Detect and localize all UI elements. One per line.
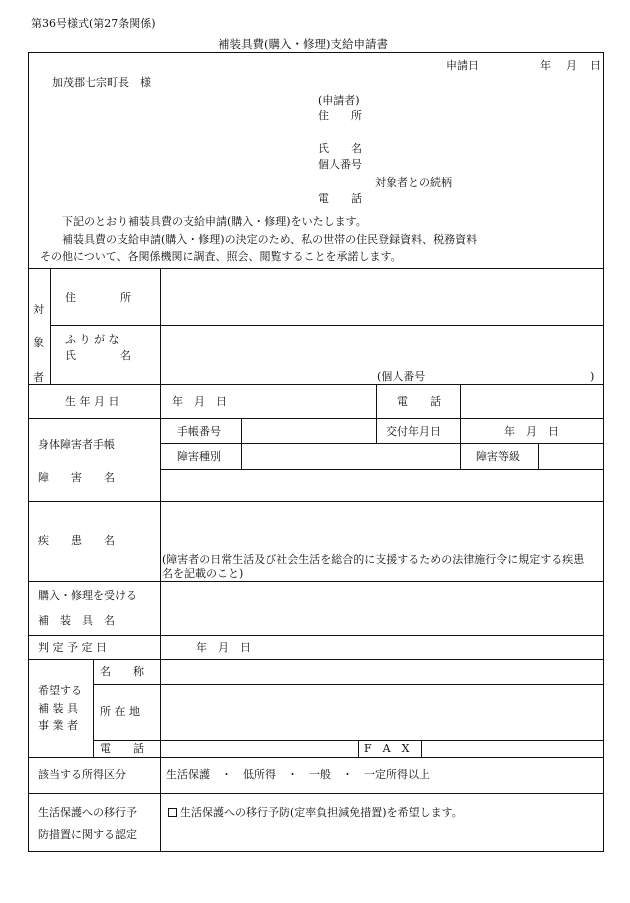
statement-line-1: 下記のとおり補装具費の支給申請(購入・修理)をいたします。 (62, 215, 367, 228)
date-day-label: 日 (590, 59, 601, 72)
vendor-name-label: 名 称 (100, 665, 144, 678)
subject-label-3: 者 (33, 371, 44, 384)
divider (376, 384, 377, 418)
divider (28, 635, 604, 636)
applicant-address-label: 住 所 (318, 109, 362, 122)
handbook-label: 身体障害者手帳 (38, 438, 115, 451)
applicant-name-label: 氏 名 (318, 142, 362, 155)
vendor-label-3: 事 業 者 (38, 719, 78, 732)
issue-date-value: 年 月 日 (504, 425, 559, 438)
furigana-label: ふ り が な (65, 333, 120, 346)
date-month-label: 月 (566, 59, 577, 72)
divider (241, 418, 242, 469)
divider (421, 740, 422, 757)
divider (538, 443, 539, 469)
income-category-options[interactable]: 生活保護 ・ 低所得 ・ 一般 ・ 一定所得以上 (166, 768, 430, 781)
disability-name-label: 障 害 名 (38, 471, 115, 484)
vendor-phone-label: 電 話 (100, 742, 144, 755)
birth-date-label: 生 年 月 日 (65, 395, 120, 408)
transition-label-2: 防措置に関する認定 (38, 828, 137, 841)
divider (460, 443, 461, 469)
divider (93, 684, 604, 685)
divider (28, 268, 604, 269)
disability-type-label: 障害種別 (177, 450, 221, 463)
form-title: 補装具費(購入・修理)支給申請書 (218, 37, 388, 51)
handbook-number-label: 手帳番号 (177, 425, 221, 438)
divider (28, 581, 604, 582)
subject-label-2: 象 (33, 336, 44, 349)
divider (28, 501, 604, 502)
disease-note-1: (障害者の日常生活及び社会生活を総合的に支援するための法律施行令に規定する疾患 (162, 553, 585, 566)
applicant-phone-label: 電 話 (318, 192, 362, 205)
divider (460, 418, 461, 443)
vendor-label-1: 希望する (38, 684, 82, 697)
divider (28, 793, 604, 794)
form-number: 第36号様式(第27条関係) (31, 17, 156, 30)
date-year-label: 年 (540, 59, 551, 72)
application-date-label: 申請日 (446, 59, 479, 72)
subject-label-1: 対 (33, 303, 44, 316)
divider (358, 740, 359, 757)
personal-number-label: (個人番号 (377, 370, 426, 383)
relationship-label: 対象者との続柄 (375, 176, 452, 189)
divider (50, 325, 604, 326)
applicant-id-label: 個人番号 (318, 158, 362, 171)
statement-line-2: 補装具費の支給申請(購入・修理)の決定のため、私の世帯の住民登録資料、税務資料 (62, 233, 478, 246)
checkbox[interactable] (168, 808, 177, 817)
subject-phone-label: 電 話 (397, 395, 441, 408)
divider (28, 757, 604, 758)
divider (93, 740, 604, 741)
disease-note-2: 名を記載のこと) (162, 567, 244, 580)
device-label-2: 補 装 具 名 (38, 614, 115, 627)
divider (28, 418, 604, 419)
transition-label-1: 生活保護への移行予 (38, 806, 137, 819)
statement-line-3: その他について、各関係機関に調査、照会、閲覧することを承諾します。 (40, 250, 402, 263)
judgment-date-label: 判 定 予 定 日 (38, 641, 107, 654)
vendor-location-label: 所 在 地 (100, 705, 140, 718)
subject-name-label: 氏 名 (65, 349, 131, 362)
divider (376, 418, 377, 443)
transition-option-text: 生活保護への移行予防(定率負担減免措置)を希望します。 (180, 806, 463, 819)
divider (93, 659, 94, 757)
divider (160, 469, 604, 470)
disability-grade-label: 障害等級 (476, 450, 520, 463)
disease-name-label: 疾 患 名 (38, 534, 115, 547)
judgment-date-value: 年 月 日 (196, 641, 251, 654)
transition-option[interactable] (168, 807, 463, 818)
applicant-heading: (申請者) (318, 94, 360, 107)
divider (50, 268, 51, 384)
income-category-label: 該当する所得区分 (38, 768, 126, 781)
addressee: 加茂郡七宗町長 様 (52, 76, 151, 89)
subject-address-label: 住 所 (65, 291, 131, 304)
issue-date-label: 交付年月日 (386, 425, 441, 438)
divider (460, 384, 461, 418)
divider (160, 268, 161, 852)
divider (28, 384, 604, 385)
divider (28, 659, 604, 660)
vendor-label-2: 補 装 具 (38, 702, 78, 715)
personal-number-close: ) (590, 370, 595, 383)
vendor-fax-label: F A X (364, 742, 410, 755)
device-label-1: 購入・修理を受ける (38, 589, 137, 602)
birth-date-value: 年 月 日 (172, 395, 227, 408)
